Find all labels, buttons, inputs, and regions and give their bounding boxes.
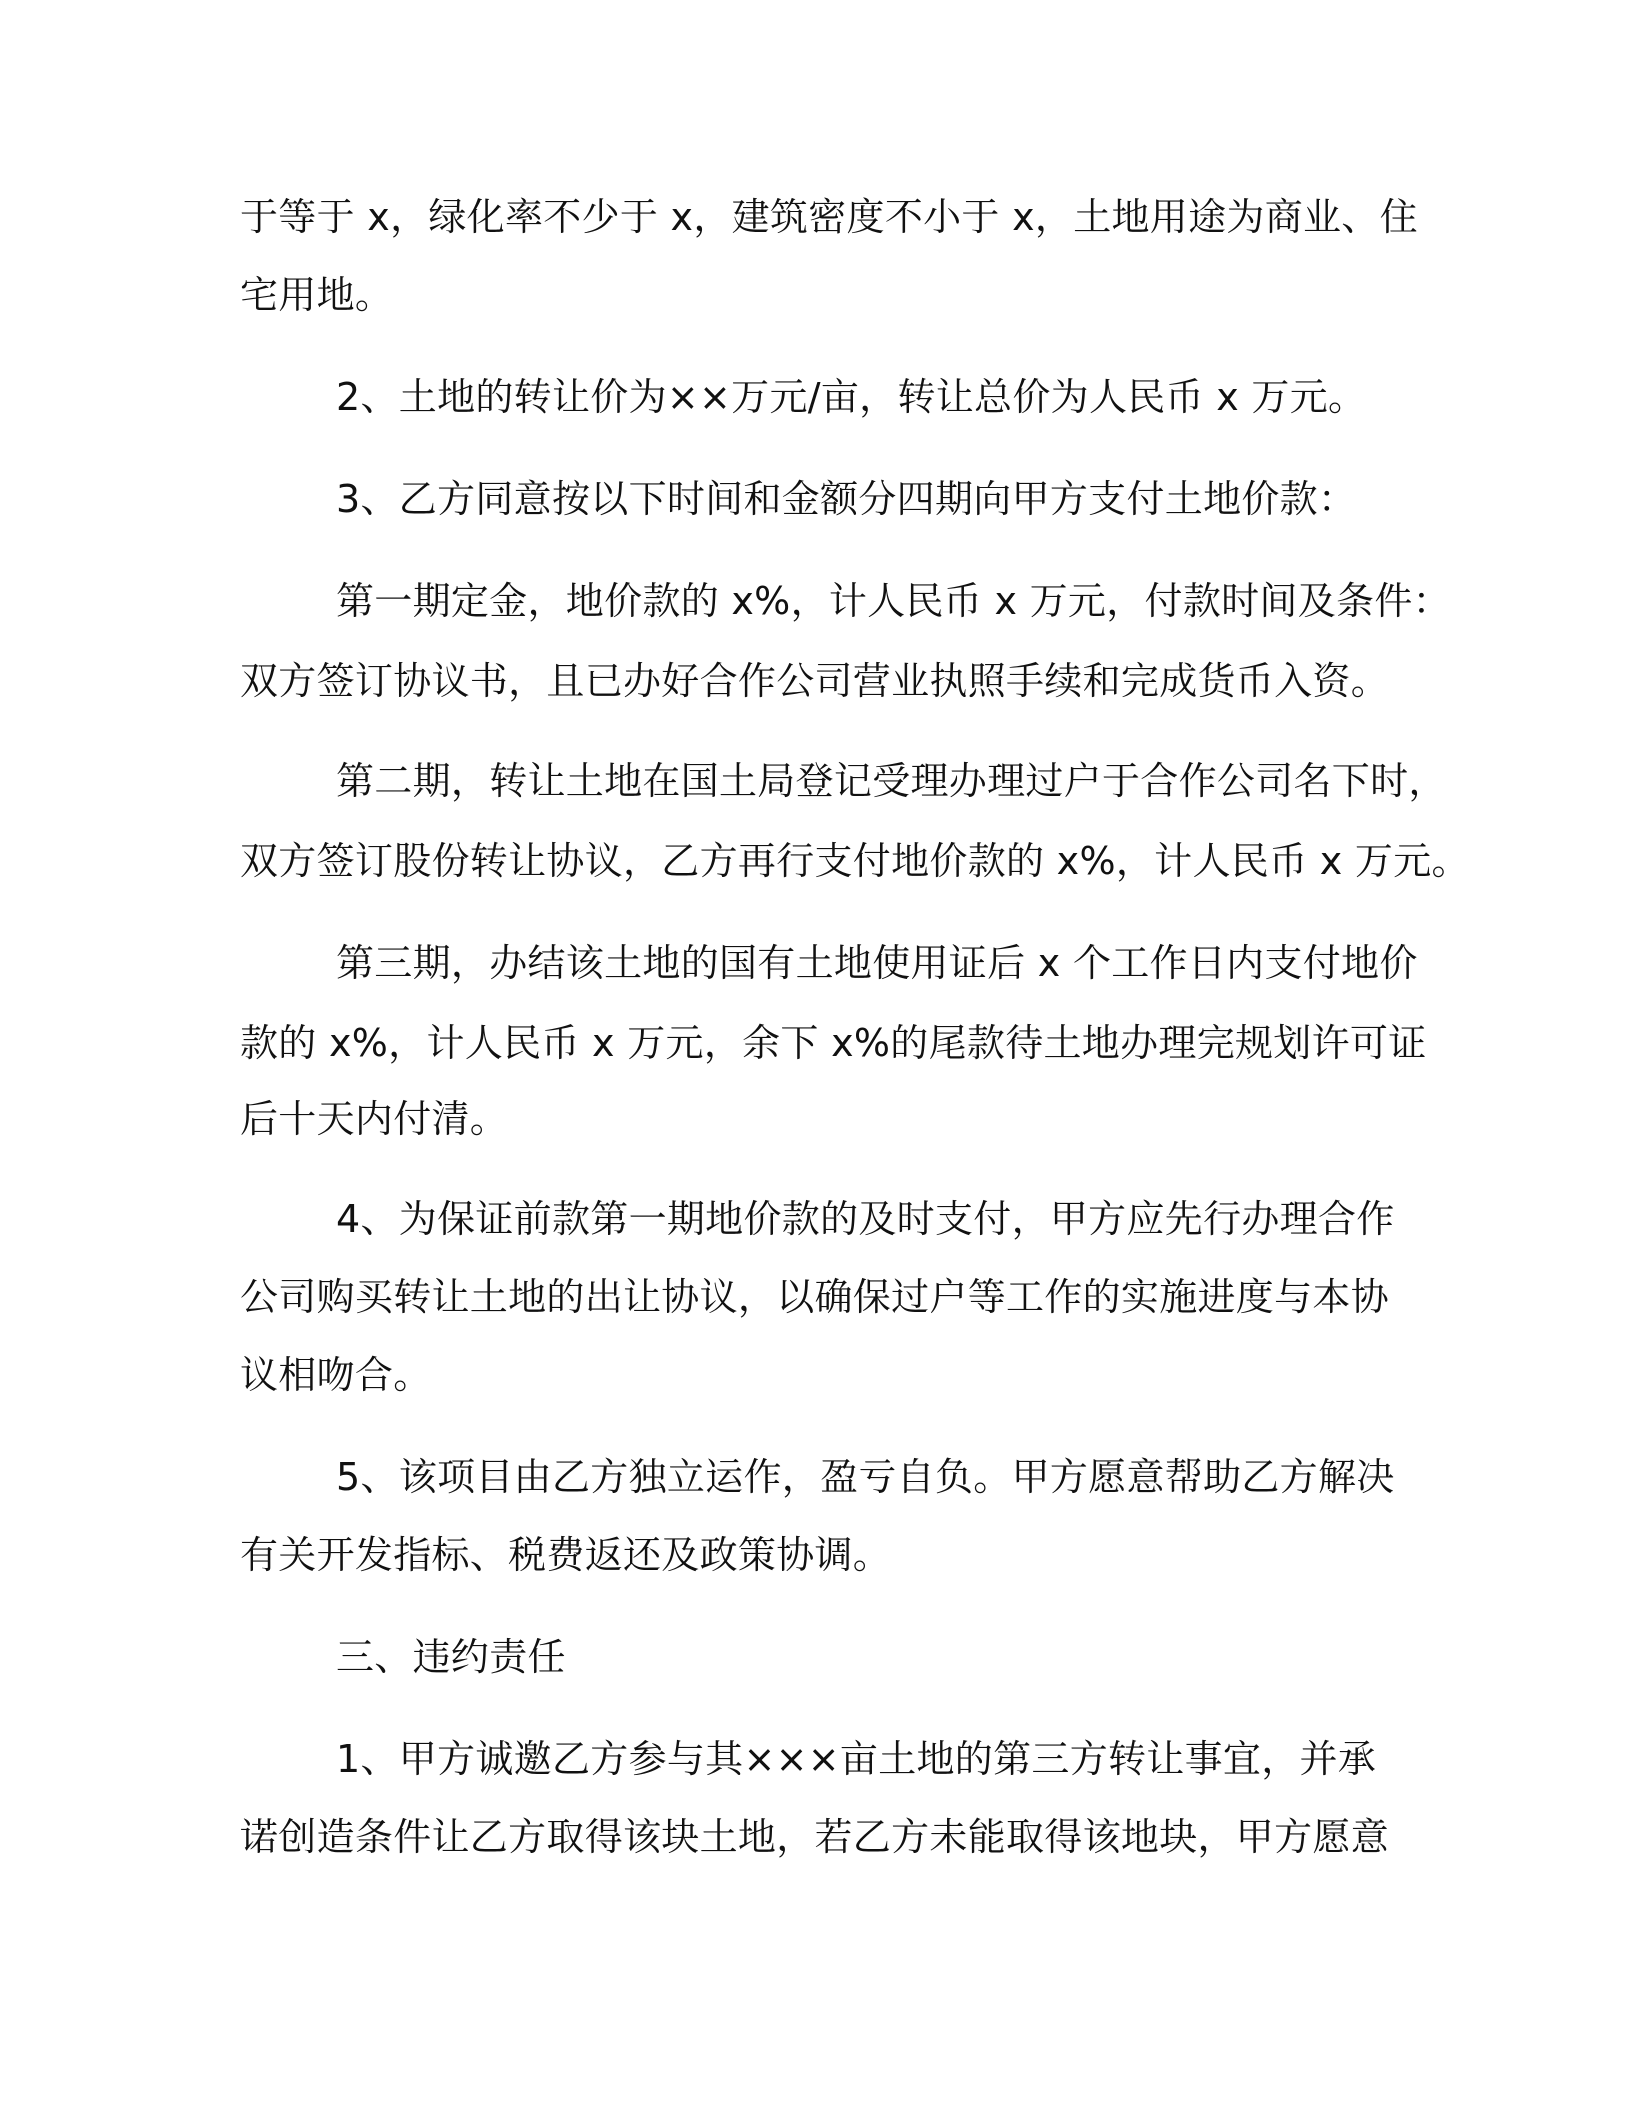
text-line: 第二期，转让土地在国土局登记受理办理过户于合作公司名下时，: [336, 759, 1447, 803]
section-heading: 三、违约责任: [336, 1635, 566, 1679]
text-line: 双方签订股份转让协议，乙方再行支付地价款的 x%，计人民币 x 万元。: [240, 839, 1470, 883]
text-line: 4、为保证前款第一期地价款的及时支付，甲方应先行办理合作: [336, 1197, 1395, 1241]
text-line: 3、乙方同意按以下时间和金额分四期向甲方支付土地价款：: [336, 477, 1357, 521]
text-line: 于等于 x，绿化率不少于 x，建筑密度不小于 x，土地用途为商业、住: [240, 195, 1418, 239]
text-line: 双方签订协议书，且已办好合作公司营业执照手续和完成货币入资。: [240, 659, 1390, 703]
text-line: 2、土地的转让价为××万元/亩，转让总价为人民币 x 万元。: [336, 375, 1367, 419]
text-line: 第一期定金，地价款的 x%，计人民币 x 万元，付款时间及条件：: [336, 579, 1451, 623]
text-line: 第三期，办结该土地的国有土地使用证后 x 个工作日内支付地价: [336, 941, 1418, 985]
text-line: 有关开发指标、税费返还及政策协调。: [240, 1533, 892, 1577]
text-line: 1、甲方诚邀乙方参与其×××亩土地的第三方转让事宜，并承: [336, 1737, 1377, 1781]
text-line: 诺创造条件让乙方取得该块土地，若乙方未能取得该地块，甲方愿意: [240, 1815, 1390, 1859]
text-line: 款的 x%，计人民币 x 万元，余下 x%的尾款待土地办理完规划许可证: [240, 1021, 1427, 1065]
text-line: 议相吻合。: [240, 1353, 432, 1397]
text-line: 公司购买转让土地的出让协议，以确保过户等工作的实施进度与本协: [240, 1275, 1390, 1319]
text-line: 5、该项目由乙方独立运作，盈亏自负。甲方愿意帮助乙方解决: [336, 1455, 1395, 1499]
text-line: 后十天内付清。: [240, 1097, 509, 1141]
text-line: 宅用地。: [240, 273, 394, 317]
